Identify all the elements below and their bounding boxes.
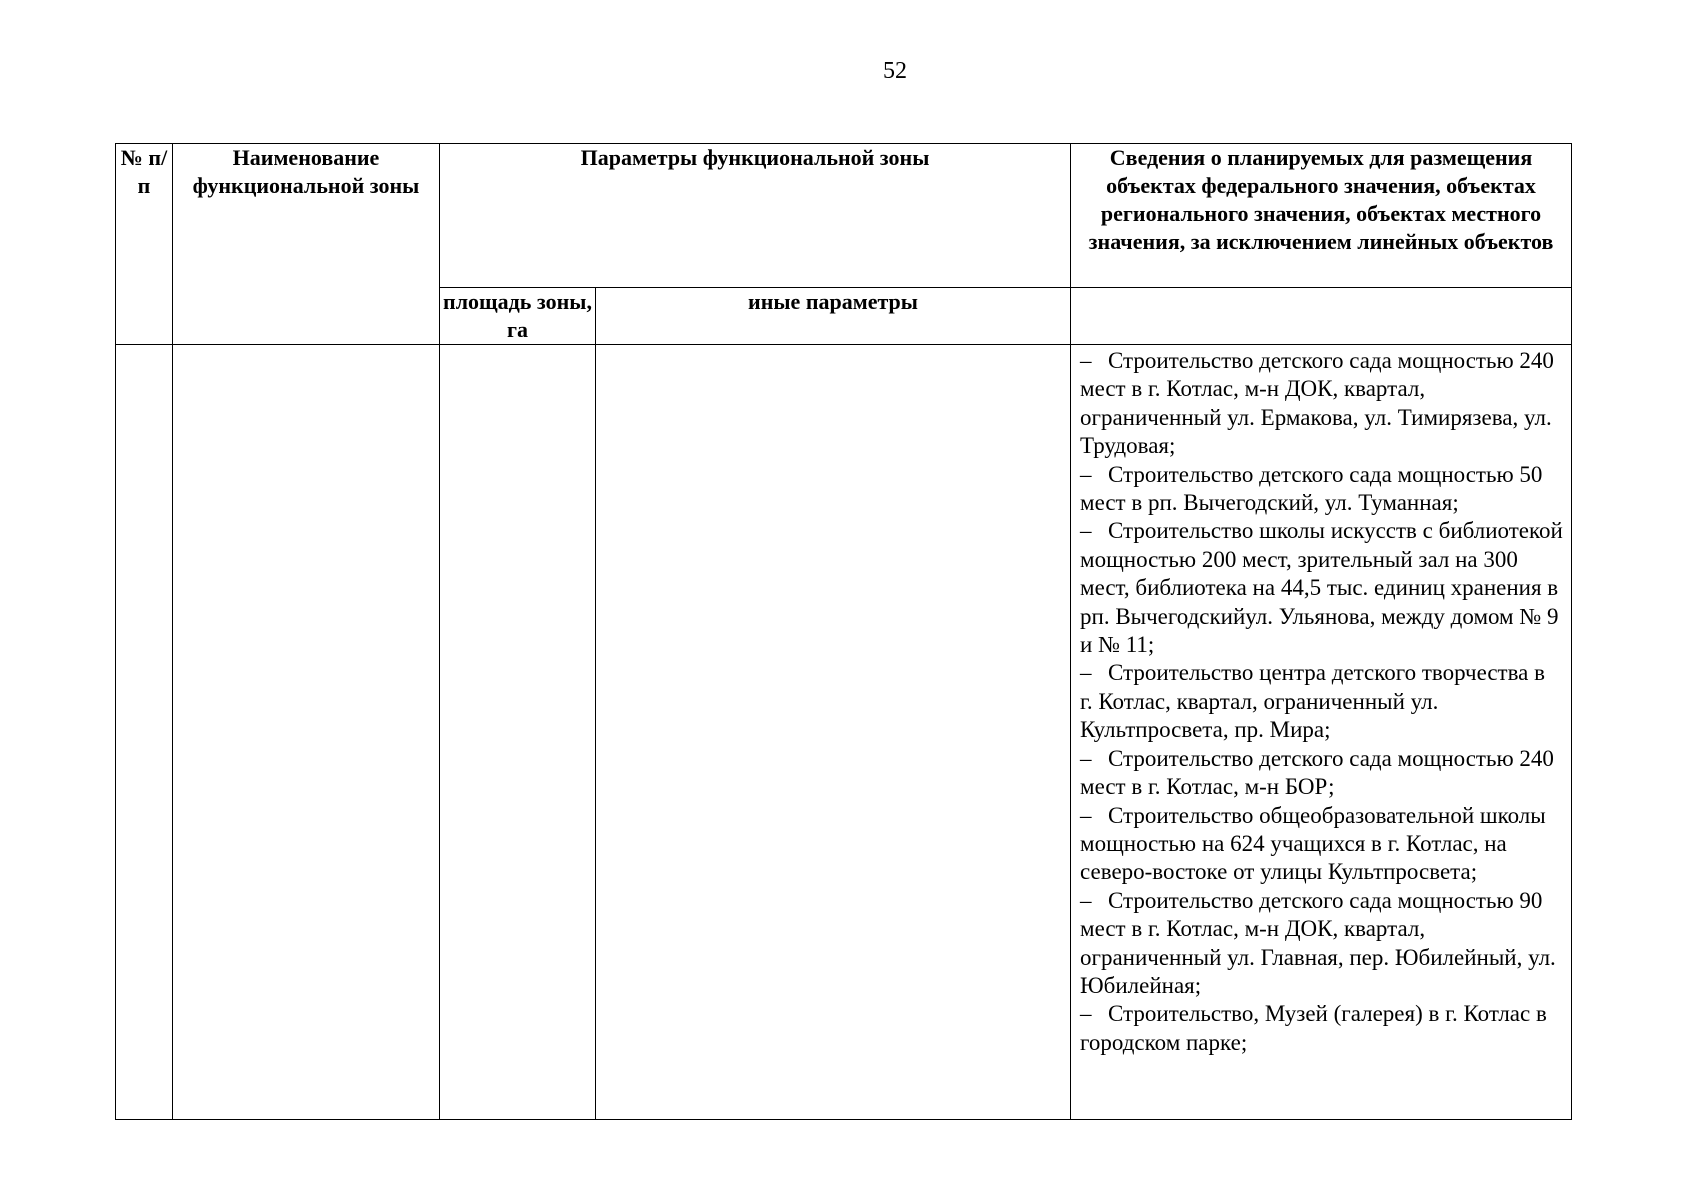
- list-item: – Строительство школы искусств с библиотекой мощностью 200 мест, зрительный зал на 300 мест, библиотека на 44,5 тыс. единиц хранения в рп. Вычегодскийул. Ульянова, между домом № 9 и № 11;: [1080, 518, 1563, 658]
- header-objects: Сведения о планируемых для размещения объектах федерального значения, объектах регионального значения, объектах местного значения, за исключением линейных объектов: [1071, 144, 1572, 288]
- header-objects-empty: [1071, 288, 1572, 345]
- cell-area: [440, 345, 596, 1120]
- list-item-text: Строительство детского сада мощностью 240 мест в г. Котлас, м-н ДОК, квартал, ограниченный ул. Ермакова, ул. Тимирязева, ул. Трудовая;: [1080, 348, 1554, 459]
- cell-zone-name: [173, 345, 440, 1120]
- list-item-text: Строительство центра детского творчества в г. Котлас, квартал, ограниченный ул. Культпросвета, пр. Мира;: [1080, 660, 1545, 743]
- header-params: Параметры функциональной зоны: [440, 144, 1071, 288]
- list-item: – Строительство, Музей (галерея) в г. Котлас в городском парке;: [1080, 1001, 1547, 1055]
- list-item: – Строительство детского сада мощностью 240 мест в г. Котлас, м-н БОР;: [1080, 745, 1554, 800]
- list-item: – Строительство центра детского творчества в г. Котлас, квартал, ограниченный ул. Культпросвета, пр. Мира;: [1080, 660, 1545, 743]
- header-zone-name: Наименование функциональной зоны: [173, 144, 440, 345]
- page-number: 52: [883, 58, 907, 84]
- list-item: – Строительство общеобразовательной школы мощностью на 624 учащихся в г. Котлас, на северо-востоке от улицы Культпросвета;: [1080, 802, 1546, 885]
- header-area: площадь зоны, га: [440, 288, 596, 345]
- cell-objects: [1071, 345, 1572, 1120]
- list-item-text: Строительство школы искусств с библиотекой мощностью 200 мест, зрительный зал на 300 мест, библиотека на 44,5 тыс. единиц хранения в рп. Вычегодскийул. Ульянова, между домом № 9 и № 11;: [1080, 518, 1563, 658]
- list-item-text: Строительство общеобразовательной школы мощностью на 624 учащихся в г. Котлас, на северо-востоке от улицы Культпросвета;: [1080, 802, 1546, 885]
- header-other-params: иные параметры: [596, 288, 1071, 345]
- table-row: [116, 345, 1572, 1120]
- list-item-text: Строительство, Музей (галерея) в г. Котлас в городском парке;: [1080, 1001, 1547, 1055]
- cell-num: [116, 345, 173, 1120]
- list-item-text: Строительство детского сада мощностью 240 мест в г. Котлас, м-н БОР;: [1080, 745, 1554, 800]
- cell-other-params: [596, 345, 1071, 1120]
- functional-zones-table: [115, 143, 1572, 1120]
- list-item-text: Строительство детского сада мощностью 50 мест в рп. Вычегодский, ул. Туманная;: [1080, 461, 1543, 516]
- list-item-text: Строительство детского сада мощностью 90 мест в г. Котлас, м-н ДОК, квартал, ограниченный ул. Главная, пер. Юбилейный, ул. Юбилейная;: [1080, 887, 1556, 998]
- list-item: – Строительство детского сада мощностью 90 мест в г. Котлас, м-н ДОК, квартал, ограниченный ул. Главная, пер. Юбилейный, ул. Юбилейная;: [1080, 887, 1556, 998]
- list-item: – Строительство детского сада мощностью 240 мест в г. Котлас, м-н ДОК, квартал, ограниченный ул. Ермакова, ул. Тимирязева, ул. Трудовая;: [1080, 348, 1554, 459]
- header-num: № п/п: [116, 144, 173, 345]
- header-row: [116, 144, 1572, 288]
- list-item: – Строительство детского сада мощностью 50 мест в рп. Вычегодский, ул. Туманная;: [1080, 461, 1543, 516]
